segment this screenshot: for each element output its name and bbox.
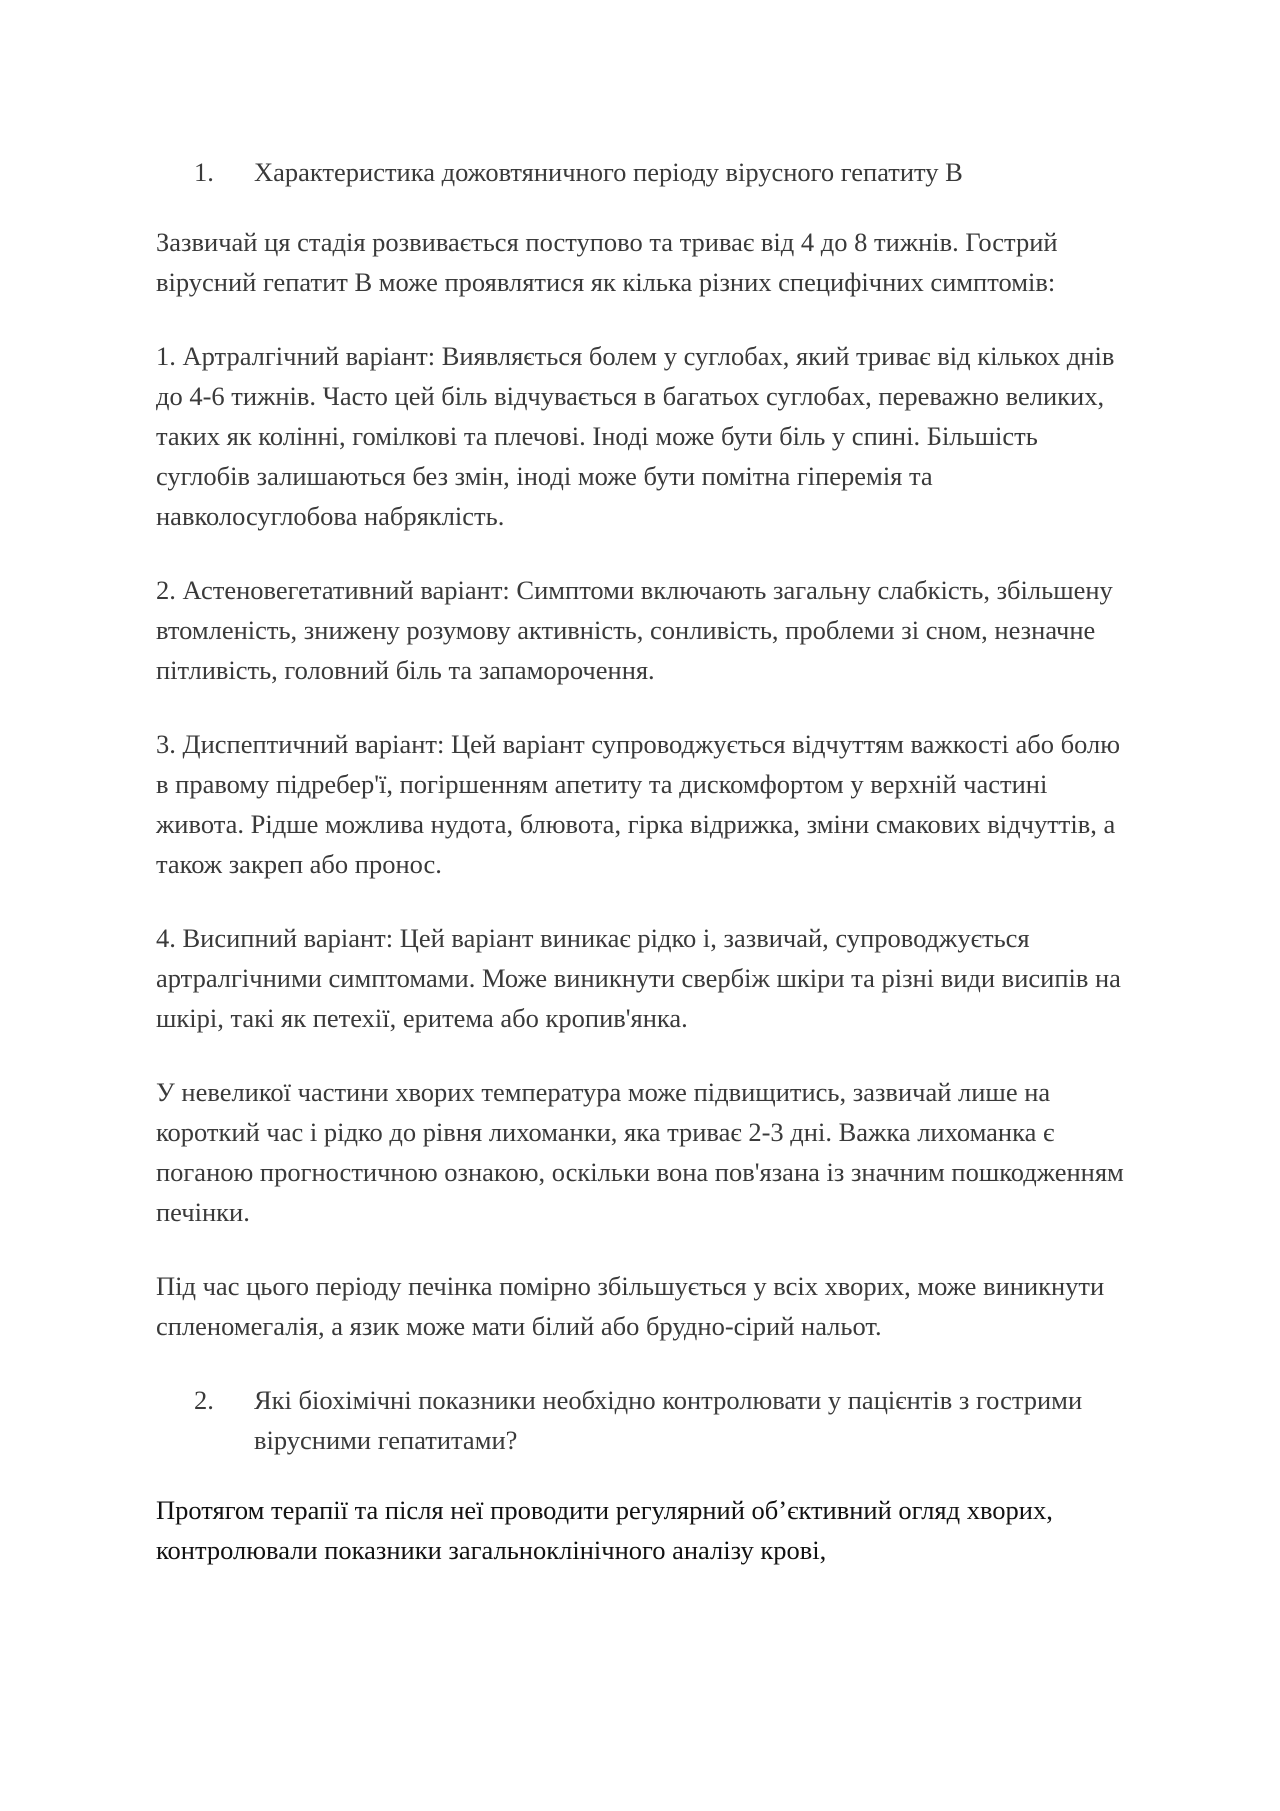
paragraph-asthenovegetative-variant: 2. Астеновегетативний варіант: Симптоми включають загальну слабкість, збільшену втомленість, знижену розумову активність, сонливість, проблеми зі сном, незначне пітливість, головний біль та запаморочення. bbox=[156, 575, 1113, 685]
section-heading-2 bbox=[156, 1380, 1136, 1460]
paragraph-dyspeptic-variant: 3. Диспептичний варіант: Цей варіант супроводжується відчуттям важкості або болю в правому підребер'ї, погіршенням апетиту та дискомфортом у верхній частині живота. Рідше можлива нудота, блювота, гірка відрижка, зміни смакових відчуттів, а також закреп або пронос. bbox=[156, 729, 1121, 879]
paragraph-rash-variant: 4. Висипний варіант: Цей варіант виникає рідко і, зазвичай, супроводжується артралгічними симптомами. Може виникнути свербіж шкіри та різні види висипів на шкірі, такі як петехії, еритема або кропив'янка. bbox=[156, 923, 1121, 1033]
paragraph-intro: Зазвичай ця стадія розвивається поступово та триває від 4 до 8 тижнів. Гострий вірусний гепатит В може проявлятися як кілька різних специфічних симптомів: bbox=[156, 227, 1058, 297]
section-title-2: Які біохімічні показники необхідно контролювати у пацієнтів з гострими вірусними гепатитами? bbox=[254, 1385, 1083, 1455]
document-page bbox=[156, 152, 1136, 1570]
section-number-1: 1. bbox=[194, 157, 214, 187]
paragraph-liver: Під час цього періоду печінка помірно збільшується у всіх хворих, може виникнути спленомегалія, а язик може мати білий або брудно-сірий нальот. bbox=[156, 1271, 1105, 1341]
paragraph-temperature: У невеликої частини хворих температура може підвищитись, зазвичай лише на короткий час і рідко до рівня лихоманки, яка триває 2-3 дні. Важка лихоманка є поганою прогностичною ознакою, оскільки вона пов'язана із значним пошкодженням печінки. bbox=[156, 1077, 1124, 1227]
paragraph-therapy-monitoring: Протягом терапії та після неї проводити регулярний об’єктивний огляд хворих, контролювали показники загальноклінічного аналізу крові, bbox=[156, 1495, 1053, 1565]
paragraph-arthralgic-variant: 1. Артралгічний варіант: Виявляється болем у суглобах, який триває від кількох днів до 4-6 тижнів. Часто цей біль відчувається в багатьох суглобах, переважно великих, таких як колінні, гомілкові та плечові. Іноді може бути біль у спині. Більшість суглобів залишаються без змін, іноді може бути помітна гіперемія та навколосуглобова набряклість. bbox=[156, 341, 1115, 531]
section-heading-1 bbox=[156, 152, 1136, 192]
section-title-1: Характеристика дожовтяничного періоду вірусного гепатиту В bbox=[254, 157, 963, 187]
section-number-2: 2. bbox=[194, 1385, 214, 1415]
